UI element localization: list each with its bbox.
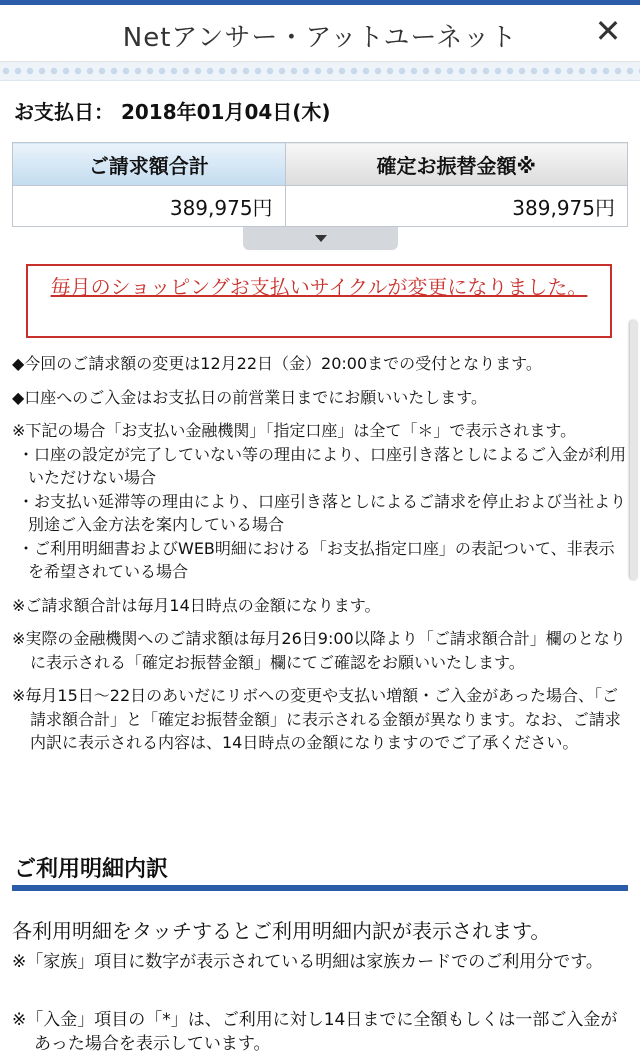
list-item: ・口座の設定が完了していない等の理由により、口座引き落としによるご入金が利用いただけない場合 bbox=[18, 444, 627, 487]
note-deposit: ◆口座へのご入金はお支払日の前営業日までにお願いいたします。 bbox=[12, 387, 488, 407]
note-billing-total: ※ご請求額合計は毎月14日時点の金額になります。 bbox=[12, 595, 381, 615]
billing-total-value: 389,975円 bbox=[13, 186, 286, 227]
section-title: ご利用明細内訳 bbox=[14, 857, 169, 882]
notice-box bbox=[26, 264, 612, 338]
confirmed-transfer-value: 389,975円 bbox=[285, 186, 627, 227]
payment-date bbox=[14, 96, 331, 125]
page-title: Netアンサー・アットユーネット bbox=[122, 23, 518, 53]
app-header bbox=[0, 5, 640, 62]
cycle-change-link[interactable]: 毎月のショッピングお支払いサイクルが変更になりました。 bbox=[50, 275, 588, 299]
chevron-down-icon bbox=[315, 235, 327, 242]
close-icon[interactable]: ✕ bbox=[594, 12, 622, 50]
scrollbar[interactable] bbox=[630, 320, 638, 580]
note-deadline: ◆今回のご請求額の変更は12月22日（金）20:00までの受付となります。 bbox=[12, 354, 542, 373]
amount-table bbox=[12, 142, 628, 227]
billing-total-header: ご請求額合計 bbox=[13, 143, 286, 186]
list-item: ・お支払い延滞等の理由により、口座引き落としによるご請求を停止および当社より別途ご入金方法を案内している場合 bbox=[18, 491, 627, 534]
note-actual-billing: ※実際の金融機関へのご請求額は毎月26日9:00以降より「ご請求額合計」欄のとなりに表示される「確定お振替金額」欄にてご確認をお願いいたします。 bbox=[12, 629, 626, 672]
list-item: ・ご利用明細書およびWEB明細における「お支払指定口座」の表記ついて、非表示を希望されている場合 bbox=[18, 538, 615, 581]
details-lead: 各利用明細をタッチするとご利用明細内訳が表示されます。 bbox=[12, 919, 551, 943]
note-sublist bbox=[12, 443, 630, 584]
confirmed-transfer-header: 確定お振替金額※ bbox=[285, 143, 627, 186]
expand-toggle[interactable] bbox=[243, 227, 398, 250]
notes-section bbox=[12, 352, 630, 765]
details-note-deposit: ※「入金」項目の「*」は、ご利用に対し14日までに全額もしくは一部ご入金があった場合を表示しています。 bbox=[12, 1010, 618, 1054]
note-masked-account: ※下記の場合「お支払い金融機関」「指定口座」は全て「＊」で表示されます。 bbox=[12, 421, 577, 440]
payment-date-value: 2018年01月04日(木) bbox=[120, 100, 331, 124]
note-revolving: ※毎月15日～22日のあいだにリボへの変更や支払い増額・ご入金があった場合、「ご請求額合計」と「確定お振替金額」に表示される金額が異なります。なお、ご請求内訳に表示される内容は、14日時点の金額になりますのでご了承ください。 bbox=[12, 686, 621, 752]
decorative-band bbox=[0, 62, 640, 81]
details-note-family: ※「家族」項目に数字が表示されている明細は家族カードでのご利用分です。 bbox=[12, 952, 603, 972]
payment-date-label: お支払日： bbox=[14, 100, 114, 124]
section-divider bbox=[12, 885, 628, 891]
